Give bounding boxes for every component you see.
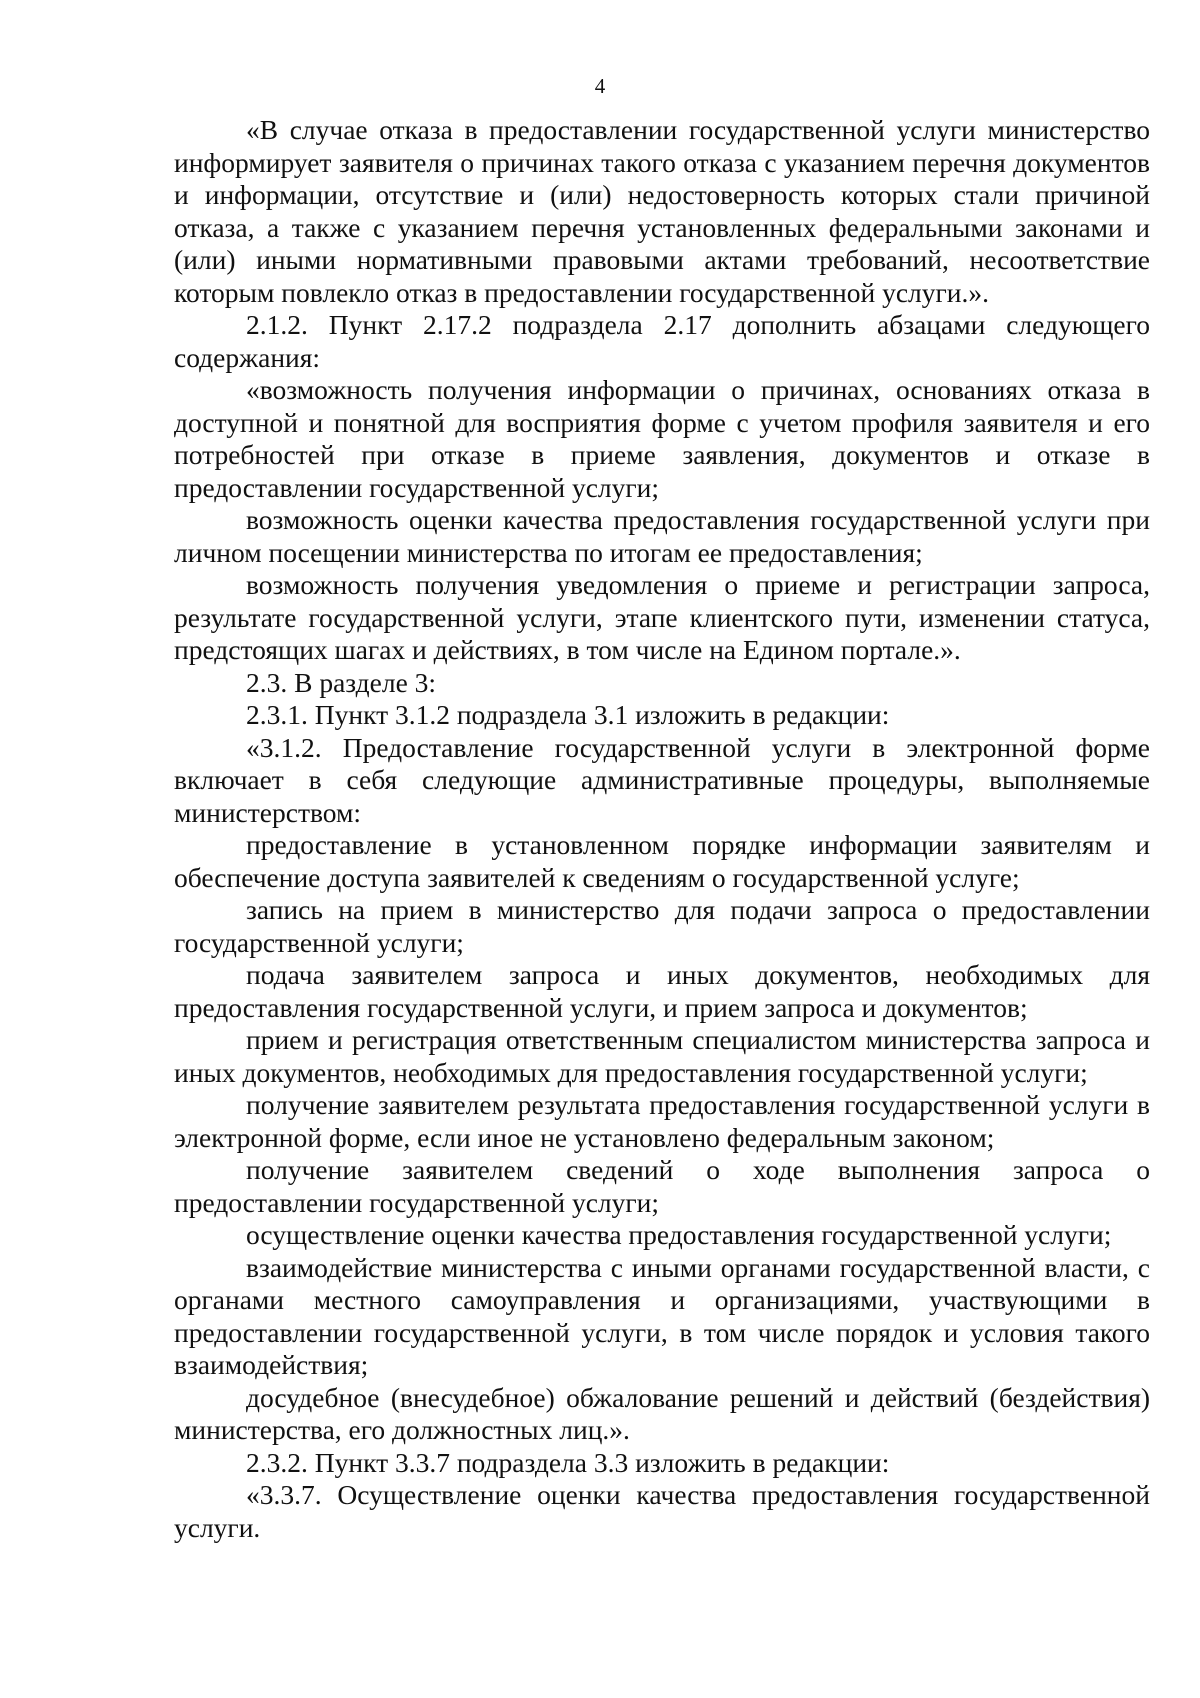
document-body	[174, 114, 1150, 1544]
list-item-quality: осуществление оценки качества предоставления государственной услуги;	[246, 1219, 1112, 1250]
paragraph-2-3-2: 2.3.2. Пункт 3.3.7 подраздела 3.3 изложить в редакции:	[246, 1446, 890, 1478]
list-item-information: предоставление в установленном порядке информации заявителям и обеспечение доступа заявителей к сведениям о государственной услуге;	[174, 829, 1150, 893]
list-item-status-info: получение заявителем сведений о ходе выполнения запроса о предоставлении государственной услуги;	[174, 1154, 1150, 1218]
list-item-result: получение заявителем результата предоставления государственной услуги в электронной форме, если иное не установлено федеральным законом;	[174, 1089, 1150, 1153]
paragraph-3-1-2: «3.1.2. Предоставление государственной услуги в электронной форме включает в себя следующие административные процедуры, выполняемые министерством:	[174, 731, 1150, 828]
list-item-registration: прием и регистрация ответственным специалистом министерства запроса и иных документов, необходимых для предоставления государственной услуги;	[174, 1024, 1150, 1088]
list-item-appointment: запись на прием в министерство для подачи запроса о предоставлении государственной услуги;	[174, 894, 1150, 958]
paragraph-refusal-info: «В случае отказа в предоставлении государственной услуги министерство информирует заявителя о причинах такого отказа с указанием перечня документов и информации, отсутствие и (или) недостоверность которых стали причиной отказа, а также с указанием перечня установленных федеральными законами и (или) иными нормативными правовыми актами требований, несоответствие которым повлекло отказ в предоставлении государственной услуги.».	[174, 114, 1150, 308]
paragraph-2-3: 2.3. В разделе 3:	[246, 666, 437, 698]
paragraph-3-3-7: «3.3.7. Осуществление оценки качества предоставления государственной услуги.	[174, 1479, 1150, 1543]
paragraph-notification: возможность получения уведомления о приеме и регистрации запроса, результате государственной услуги, этапе клиентского пути, изменении статуса, предстоящих шагах и действиях, в том числе на Едином портале.».	[174, 569, 1150, 665]
paragraph-refusal-reasons: «возможность получения информации о причинах, основаниях отказа в доступной и понятной для восприятия форме с учетом профиля заявителя и его потребностей при отказе в приеме заявления, документов и отказе в предоставлении государственной услуги;	[174, 374, 1150, 503]
list-item-submission: подача заявителем запроса и иных документов, необходимых для предоставления государственной услуги, и прием запроса и документов;	[174, 959, 1150, 1023]
page-number: 4	[594, 74, 606, 98]
paragraph-2-3-1: 2.3.1. Пункт 3.1.2 подраздела 3.1 изложить в редакции:	[246, 699, 890, 730]
paragraph-2-1-2: 2.1.2. Пункт 2.17.2 подраздела 2.17 дополнить абзацами следующего содержания:	[174, 309, 1150, 373]
list-item-appeal: досудебное (внесудебное) обжалование решений и действий (бездействия) министерства, его должностных лиц.».	[174, 1381, 1150, 1445]
list-item-interaction: взаимодействие министерства с иными органами государственной власти, с органами местного самоуправления и организациями, участвующими в предоставлении государственной услуги, в том числе порядок и условия такого взаимодействия;	[174, 1251, 1150, 1380]
paragraph-quality-assessment: возможность оценки качества предоставления государственной услуги при личном посещении министерства по итогам ее предоставления;	[174, 504, 1150, 568]
